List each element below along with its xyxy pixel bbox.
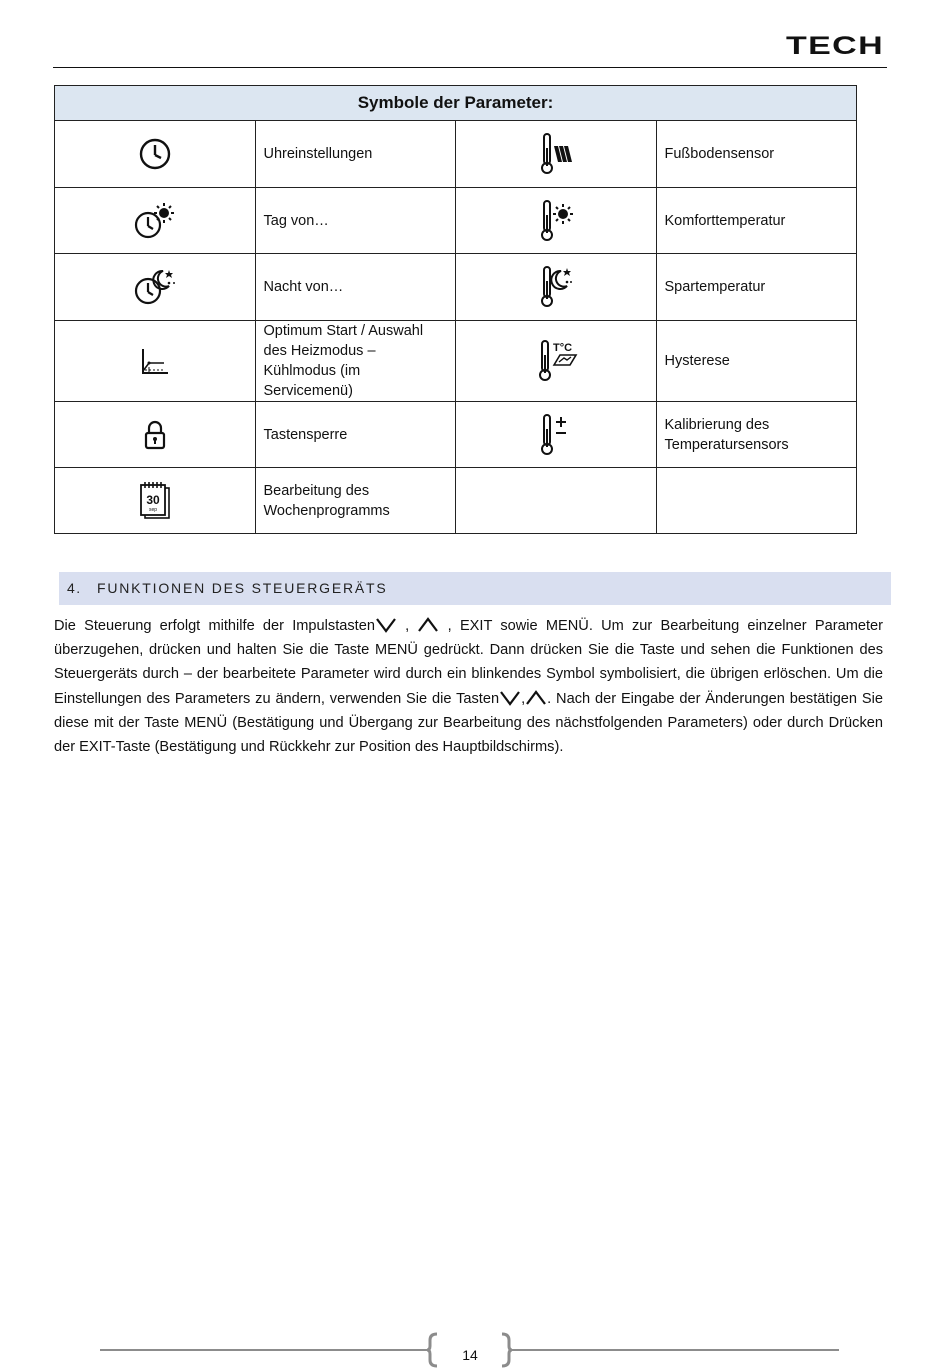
thermometer-hysteresis-icon	[534, 339, 578, 383]
footer-rule-left	[100, 1349, 428, 1351]
label-night-from: Nacht von…	[255, 254, 456, 321]
body-text-part: . Nach der Eingabe der Änderungen bestätigen Sie diese mit der Taste MENÜ (Bestätigung und Übergang zur Bearbeitung des nächstfolgenden Parameters) oder durch Drücken der EXIT-Taste (Bestätigung und Rückkehr zur Position des Hauptbildschirms).	[54, 690, 883, 756]
hysteresis-icon-text: T°C	[552, 342, 572, 354]
table-title: Symbole der Parameter:	[55, 86, 857, 121]
label-sensor-calibration: Kalibrierung des Temperatursensors	[656, 402, 857, 468]
thermometer-sun-icon	[536, 199, 576, 243]
calendar-icon-day: 30	[146, 492, 160, 507]
label-day-from: Tag von…	[255, 188, 456, 254]
calendar-icon-month: sep	[148, 506, 157, 513]
footer-rule-right	[512, 1349, 839, 1351]
empty-icon-cell	[456, 468, 657, 534]
chevron-down-icon	[375, 617, 397, 633]
table-row	[55, 321, 857, 402]
chevron-up-icon	[417, 617, 439, 633]
label-key-lock: Tastensperre	[255, 402, 456, 468]
table-row	[55, 188, 857, 254]
clock-icon	[137, 136, 173, 172]
chevron-down-icon	[499, 690, 521, 706]
clock-sun-icon	[133, 202, 177, 240]
footer-bracket-right	[500, 1332, 512, 1368]
label-clock-settings: Uhreinstellungen	[255, 121, 456, 188]
table-row	[55, 402, 857, 468]
label-economy-temperature: Spartemperatur	[656, 254, 857, 321]
calendar-icon	[138, 481, 172, 521]
thermometer-moon-icon	[536, 265, 576, 309]
logo-text: TECH	[786, 34, 884, 56]
footer-bracket-left	[427, 1332, 439, 1368]
padlock-icon	[143, 420, 167, 450]
body-text-part: Die Steuerung erfolgt mithilfe der Impulstasten	[54, 618, 375, 634]
floor-sensor-thermometer-icon	[536, 132, 576, 176]
clock-moon-icon	[133, 268, 177, 306]
label-optimum-start: Optimum Start / Auswahl des Heizmodus – Kühlmodus (im Servicemenü)	[255, 321, 456, 402]
body-text-part: , EXIT sowie MENÜ. Um zur Bearbeitung einzelner Parameter überzugehen, drücken und halten Sie die Taste MENÜ gedrückt. Dann drücken Sie die Taste und sehen die Funktionen des Steuergeräts durch – der bearbeitete Parameter wird durch ein blinkendes Symbol symbolisiert, die übrigen erlöschen. Um die Einstellungen des Parameters zu ändern, verwenden Sie die Tasten	[54, 618, 883, 707]
label-comfort-temperature: Komforttemperatur	[656, 188, 857, 254]
body-paragraph	[54, 614, 883, 759]
table-row	[55, 468, 857, 534]
page-number: 14	[462, 1347, 478, 1363]
tech-logo	[786, 34, 884, 56]
table-row	[55, 121, 857, 188]
thermometer-plus-minus-icon	[536, 413, 576, 457]
empty-label-cell	[656, 468, 857, 534]
section-title: FUNKTIONEN DES STEUERGERÄTS	[97, 580, 388, 596]
optimum-start-graph-icon	[140, 346, 170, 376]
table-row	[55, 254, 857, 321]
section-heading	[59, 572, 891, 605]
label-hysteresis: Hysterese	[656, 321, 857, 402]
section-number: 4.	[67, 580, 82, 596]
header-rule	[53, 67, 887, 68]
label-weekly-program: Bearbeitung des Wochenprogramms	[255, 468, 456, 534]
label-floor-sensor: Fußbodensensor	[656, 121, 857, 188]
chevron-up-icon	[525, 690, 547, 706]
body-text-part: ,	[396, 618, 418, 634]
parameter-symbols-table	[54, 85, 857, 534]
body-text-part: ,	[521, 690, 526, 707]
